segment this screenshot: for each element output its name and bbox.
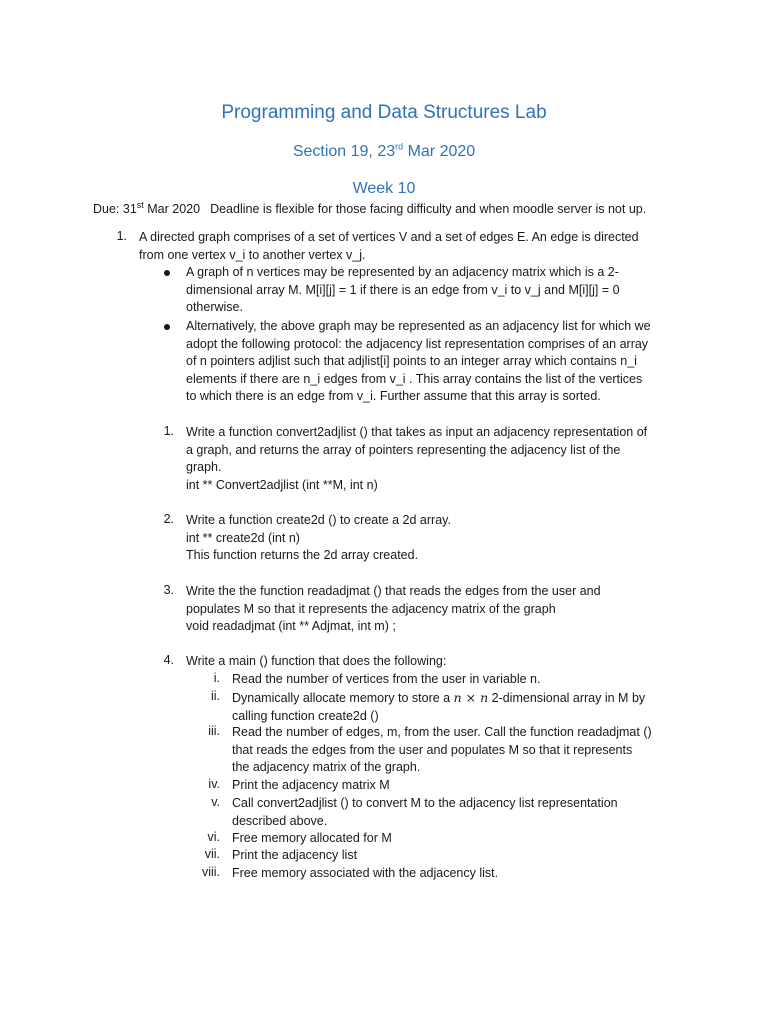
text-line <box>232 689 692 708</box>
item-number: 1. <box>116 229 127 243</box>
text-line: adopt the following protocol: the adjacency list representation comprises of an array <box>186 336 649 351</box>
text-line: Free memory allocated for M <box>232 831 392 845</box>
task-paragraph <box>186 653 686 671</box>
due-date: Mar 2020 <box>143 202 201 216</box>
text-line: Write a main () function that does the following: <box>186 654 447 668</box>
text-line: populates M so that it represents the adjacency matrix of the graph <box>186 601 556 616</box>
bullet-icon <box>164 324 170 330</box>
text-line: a graph, and returns the array of pointers representing the adjacency list of the <box>186 442 621 457</box>
task-number: 2. <box>163 512 174 526</box>
function-signature: void readadjmat (int ** Adjmat, int m) ; <box>186 619 396 634</box>
function-signature: int ** Convert2adjlist (int **M, int n) <box>186 477 378 492</box>
text-line: dimensional array M. M[i][j] = 1 if there is an edge from v_i to v_j and M[i][j] = 0 <box>186 282 620 297</box>
step-paragraph <box>232 795 692 830</box>
text-line: that reads the edges from the user and populates M so that it represents <box>232 742 633 757</box>
week-heading: Week 10 <box>352 180 416 197</box>
text-line: the adjacency matrix of the graph. <box>232 760 421 775</box>
step-numeral: ii. <box>210 689 220 703</box>
text-line: described above. <box>232 813 328 828</box>
step-paragraph <box>232 724 692 777</box>
step-numeral: i. <box>213 671 220 685</box>
text-line: Free memory associated with the adjacency list. <box>232 866 499 880</box>
step-numeral: viii. <box>201 865 220 879</box>
text-line: A directed graph comprises of a set of vertices V and a set of edges E. An edge is directed <box>139 230 639 244</box>
math-expression: n × n <box>453 690 489 705</box>
document-title: Programming and Data Structures Lab <box>221 102 547 123</box>
task-number: 4. <box>163 653 174 667</box>
step-paragraph <box>232 865 692 883</box>
text-line: of n pointers adjlist such that adjlist[i] points to an integer array which contains n_i <box>186 354 637 369</box>
task-paragraph <box>186 583 686 636</box>
text-line: This function returns the 2d array created. <box>186 548 419 563</box>
text-line: Call convert2adjlist () to convert M to the adjacency list representation <box>232 796 618 810</box>
step-numeral: vii. <box>204 847 220 861</box>
step-numeral: iv. <box>208 777 220 791</box>
step-numeral: v. <box>211 795 220 809</box>
section-text: Section 19, 23 <box>292 143 396 160</box>
item-intro <box>139 229 699 264</box>
text-line: A graph of n vertices may be represented by an adjacency matrix which is a 2- <box>186 265 619 279</box>
task-number: 1. <box>163 424 174 438</box>
step-paragraph <box>232 671 692 689</box>
due-line <box>93 199 693 216</box>
section-heading <box>0 143 768 161</box>
deadline-note: Deadline is flexible for those facing difficulty and when moodle server is not up. <box>210 202 647 216</box>
section-date: Mar 2020 <box>403 143 476 160</box>
text-line: from one vertex v_i to another vertex v_j. <box>139 247 366 262</box>
text-line: graph. <box>186 460 222 475</box>
text-line: Print the adjacency list <box>232 848 358 862</box>
text-line: Write the the function readadjmat () that reads the edges from the user and <box>186 584 601 598</box>
text-line: Alternatively, the above graph may be represented as an adjacency list for which we <box>186 319 651 333</box>
step-paragraph <box>232 689 692 725</box>
text-fragment: 2-dimensional array in M by <box>488 691 646 705</box>
text-line: otherwise. <box>186 300 243 315</box>
task-paragraph <box>186 512 686 565</box>
text-line: Write a function create2d () to create a 2d array. <box>186 513 451 527</box>
bullet-paragraph <box>186 264 686 317</box>
task-number: 3. <box>163 583 174 597</box>
step-numeral: vi. <box>207 830 220 844</box>
text-line: to which there is an edge from v_i. Further assume that this array is sorted. <box>186 389 601 404</box>
step-paragraph <box>232 777 692 795</box>
bullet-icon <box>164 270 170 276</box>
text-line: Write a function convert2adjlist () that takes as input an adjacency representation of <box>186 425 648 439</box>
text-line: elements if there are n_i edges from v_i . This array contains the list of the vertices <box>186 371 643 386</box>
due-superscript: st <box>136 199 144 210</box>
text-line: calling function create2d () <box>232 708 379 723</box>
due-label: Due: 31 <box>93 202 137 216</box>
step-paragraph <box>232 847 692 865</box>
text-fragment: Dynamically allocate memory to store a <box>232 691 454 705</box>
text-line: Read the number of vertices from the user in variable n. <box>232 672 541 686</box>
text-line: Print the adjacency matrix M <box>232 778 390 792</box>
section-superscript: rd <box>395 141 404 152</box>
text-line: Read the number of edges, m, from the user. Call the function readadjmat () <box>232 725 652 739</box>
function-signature: int ** create2d (int n) <box>186 530 300 545</box>
step-paragraph <box>232 830 692 848</box>
step-numeral: iii. <box>208 724 220 738</box>
bullet-paragraph <box>186 318 686 406</box>
task-paragraph <box>186 424 686 494</box>
